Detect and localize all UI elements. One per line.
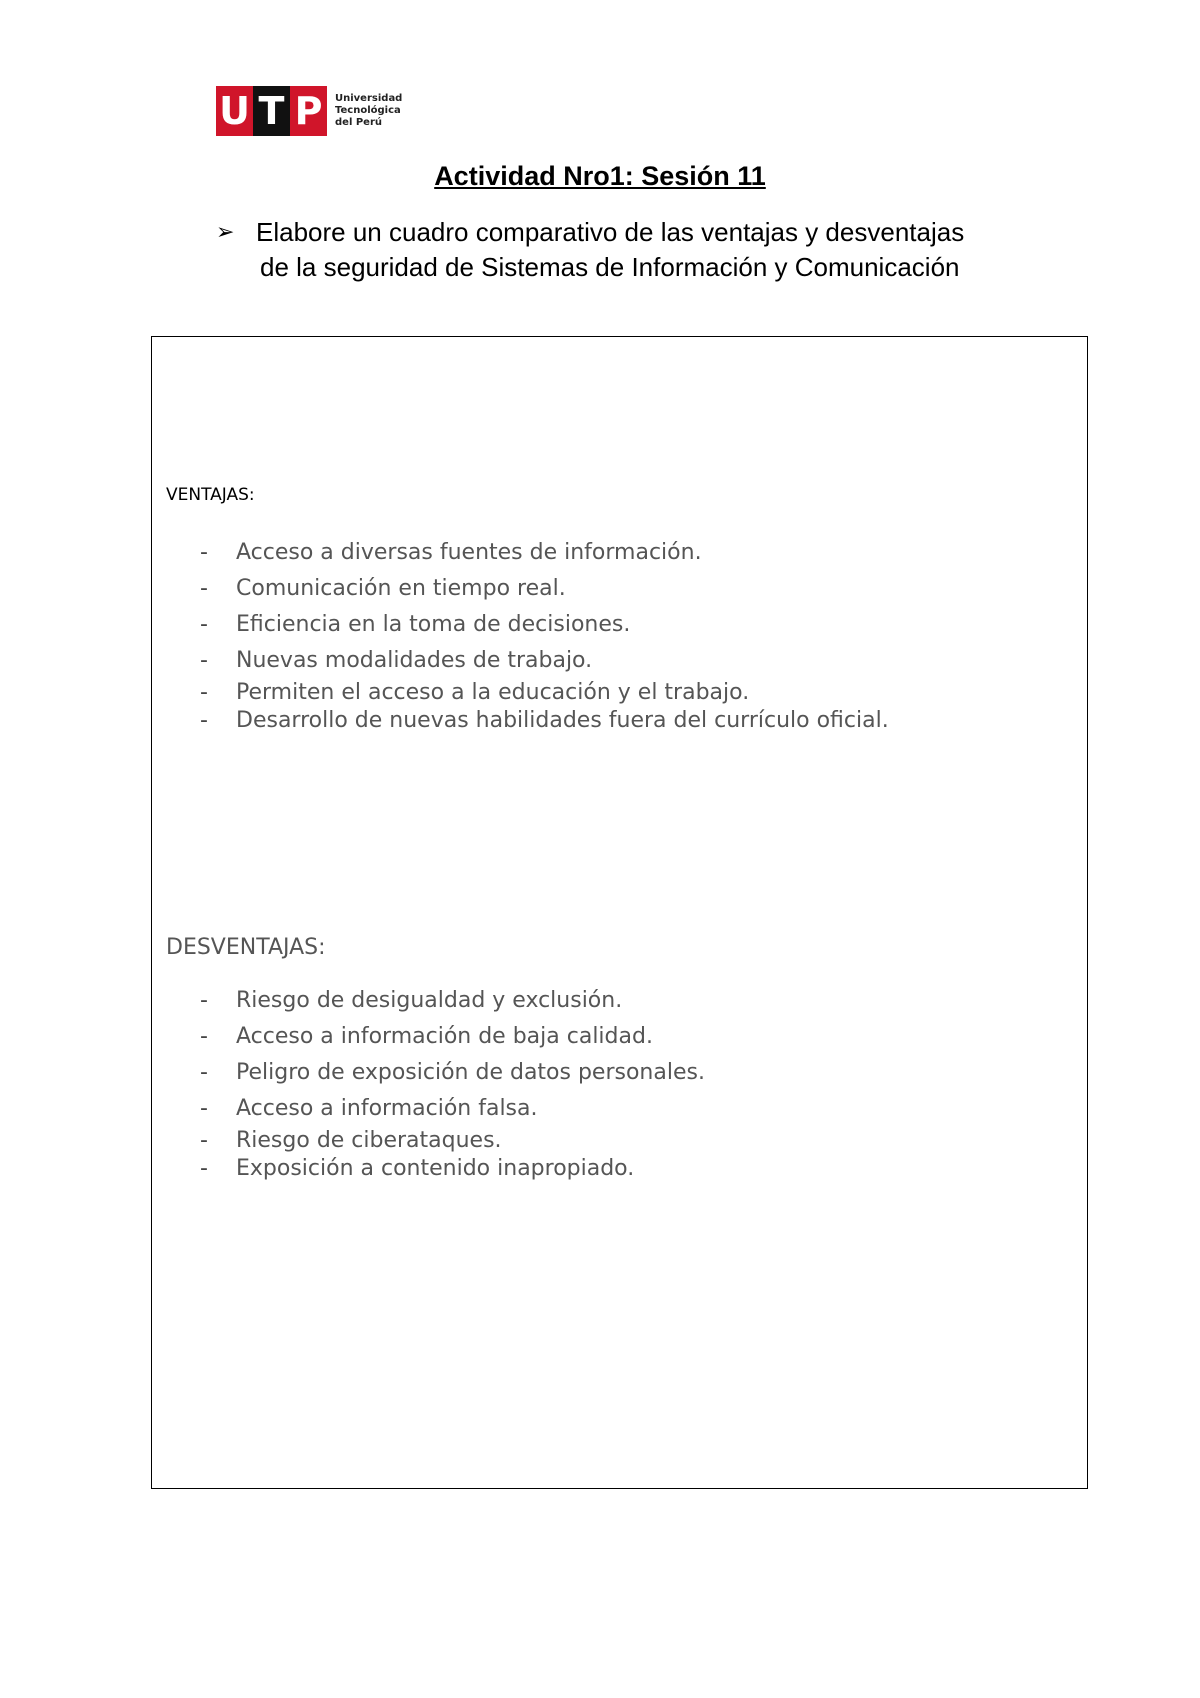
list-item <box>200 607 1060 643</box>
list-item <box>200 983 1060 1019</box>
dash-bullet-icon: - <box>200 988 208 1013</box>
ventajas-list <box>200 535 1060 735</box>
desventajas-list <box>200 983 1060 1183</box>
logo-mark <box>216 86 327 136</box>
logo-letter-u: U <box>219 89 250 133</box>
desventajas-heading: DESVENTAJAS: <box>166 935 326 960</box>
list-item-text: Acceso a diversas fuentes de información. <box>236 540 702 565</box>
instruction-text <box>256 215 964 285</box>
instruction-line: Elabore un cuadro comparativo de las ventajas y desventajas <box>256 217 965 247</box>
list-item <box>200 571 1060 607</box>
list-item <box>200 1155 1060 1183</box>
list-item <box>200 1019 1060 1055</box>
logo-text-line: Tecnológica <box>335 105 401 116</box>
list-item-text: Riesgo de ciberataques. <box>236 1128 502 1153</box>
list-item-text: Riesgo de desigualdad y exclusión. <box>236 988 623 1013</box>
list-item-text: Nuevas modalidades de trabajo. <box>236 648 593 673</box>
dash-bullet-icon: - <box>200 1096 208 1121</box>
logo-letter-t: T <box>253 86 290 136</box>
logo-text-line: Universidad <box>335 93 403 104</box>
arrow-bullet-icon: ➢ <box>216 220 235 245</box>
instruction <box>216 215 1116 285</box>
dash-bullet-icon: - <box>200 708 208 733</box>
list-item-text: Exposición a contenido inapropiado. <box>236 1156 635 1181</box>
list-item <box>200 1127 1060 1155</box>
list-item <box>200 707 1060 735</box>
dash-bullet-icon: - <box>200 540 208 565</box>
list-item <box>200 535 1060 571</box>
list-item-text: Acceso a información falsa. <box>236 1096 538 1121</box>
utp-logo <box>216 86 402 136</box>
list-item-text: Acceso a información de baja calidad. <box>236 1024 653 1049</box>
dash-bullet-icon: - <box>200 1128 208 1153</box>
dash-bullet-icon: - <box>200 648 208 673</box>
list-item <box>200 643 1060 679</box>
logo-letter-p: P <box>294 89 323 133</box>
list-item <box>200 679 1060 707</box>
list-item-text: Permiten el acceso a la educación y el trabajo. <box>236 680 750 705</box>
logo-wordmark <box>335 93 402 129</box>
page-title: Actividad Nro1: Sesión 11 <box>434 161 766 191</box>
list-item <box>200 1091 1060 1127</box>
dash-bullet-icon: - <box>200 1156 208 1181</box>
instruction-line: de la seguridad de Sistemas de Información y Comunicación <box>260 252 960 282</box>
dash-bullet-icon: - <box>200 1024 208 1049</box>
dash-bullet-icon: - <box>200 1060 208 1085</box>
list-item-text: Eficiencia en la toma de decisiones. <box>236 612 631 637</box>
comparison-box <box>151 336 1088 1489</box>
dash-bullet-icon: - <box>200 576 208 601</box>
list-item <box>200 1055 1060 1091</box>
logo-text-line: del Perú <box>335 117 383 128</box>
list-item-text: Comunicación en tiempo real. <box>236 576 566 601</box>
list-item-text: Peligro de exposición de datos personales. <box>236 1060 705 1085</box>
ventajas-heading: VENTAJAS: <box>166 485 255 505</box>
dash-bullet-icon: - <box>200 680 208 705</box>
list-item-text: Desarrollo de nuevas habilidades fuera del currículo oficial. <box>236 708 889 733</box>
dash-bullet-icon: - <box>200 612 208 637</box>
